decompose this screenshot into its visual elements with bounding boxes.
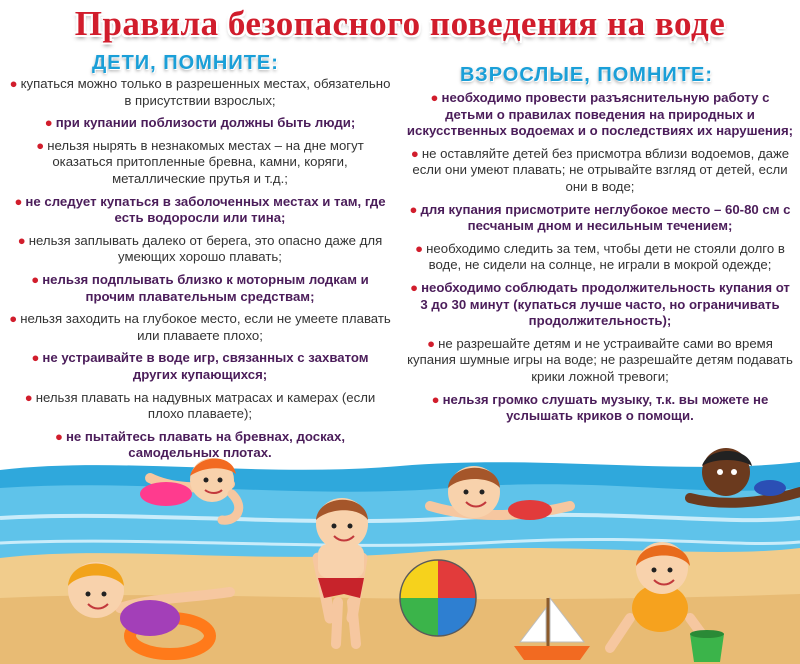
children-rule: [8, 76, 392, 109]
children-rules-list: [8, 76, 392, 468]
rule-text: не разрешайте детям и не устраивайте сами во время купания шумные игры на воде; не разрешайте детям подавать крики ложной тревоги;: [407, 335, 793, 384]
bullet-icon: ●: [36, 137, 45, 153]
bullet-icon: ●: [409, 201, 418, 217]
beach-ball: [400, 560, 476, 636]
bullet-icon: ●: [17, 232, 26, 248]
rule-text: не следует купаться в заболоченных местах и там, где есть водоросли или тина;: [25, 193, 386, 226]
children-rule: [8, 390, 392, 423]
adults-rules-list: [406, 90, 794, 431]
bullet-icon: ●: [430, 90, 439, 105]
rule-text: не оставляйте детей без присмотра вблизи водоемов, даже если они умеют плавать; не отрывайте взгляд от детей, если они в воде;: [412, 145, 790, 194]
children-rule: [8, 115, 392, 132]
rule-text: нельзя громко слушать музыку, т.к. вы можете не услышать криков о помощи.: [442, 391, 769, 424]
bullet-icon: ●: [54, 428, 63, 444]
adults-rule: [406, 202, 794, 235]
adults-rule: [406, 90, 794, 140]
rule-text: необходимо следить за тем, чтобы дети не стояли долго в воде, не сидели на солнце, не играли в мокрой одежде;: [426, 240, 785, 273]
beach-illustration: [0, 448, 800, 664]
bullet-icon: ●: [9, 76, 18, 91]
bullet-icon: ●: [410, 279, 419, 295]
bullet-icon: ●: [410, 145, 419, 161]
adults-rule: [406, 241, 794, 274]
children-rule: [8, 272, 392, 305]
children-heading: ДЕТИ, ПОМНИТЕ:: [92, 52, 279, 74]
rule-text: нельзя плавать на надувных матрасах и камерах (если плохо плаваете);: [35, 389, 376, 422]
rule-text: нельзя подплывать близко к моторным лодкам и прочим плавательным средствам;: [42, 271, 369, 304]
bullet-icon: ●: [14, 193, 23, 209]
children-rule: [8, 311, 392, 344]
poster-title: Правила безопасного поведения на воде: [74, 4, 726, 43]
adults-heading: ВЗРОСЛЫЕ, ПОМНИТЕ:: [460, 64, 713, 86]
bullet-icon: ●: [31, 350, 40, 366]
bullet-icon: ●: [44, 115, 53, 131]
bullet-icon: ●: [431, 391, 440, 407]
rule-text: при купании поблизости должны быть люди;: [55, 115, 356, 131]
adults-rule: [406, 392, 794, 425]
rule-text: необходимо соблюдать продолжительность купания от 3 до 30 минут (купаться лучше часто, но ограничивать продолжительность);: [420, 279, 790, 329]
children-rule: [8, 233, 392, 266]
bullet-icon: ●: [31, 271, 40, 287]
bullet-icon: ●: [427, 335, 436, 351]
rule-text: нельзя заплывать далеко от берега, это опасно даже для умеющих хорошо плавать;: [28, 232, 383, 265]
rule-text: не устраивайте в воде игр, связанных с захватом других купающихся;: [42, 350, 369, 382]
children-rule: [8, 429, 392, 462]
bullet-icon: ●: [415, 240, 424, 256]
children-rule: [8, 350, 392, 383]
children-rule: [8, 194, 392, 227]
rule-text: купаться можно только в разрешенных местах, обязательно в присутствии взрослых;: [20, 76, 391, 108]
rule-text: нельзя нырять в незнакомых местах – на дне могут оказаться притопленные бревна, камни, коряги, металлические прутья и т.д.;: [47, 137, 364, 186]
bullet-icon: ●: [24, 389, 33, 405]
rule-text: для купания присмотрите неглубокое место – 60-80 см с песчаным дном и несильным течением;: [420, 201, 791, 234]
adults-rule: [406, 146, 794, 196]
adults-rule: [406, 280, 794, 330]
bullet-icon: ●: [9, 311, 18, 327]
children-rule: [8, 138, 392, 188]
rule-text: необходимо провести разъяснительную работу с детьми о правилах поведения на природных и искусственных водоемах и о последствиях их нарушения;: [406, 90, 794, 139]
rule-text: не пытайтесь плавать на бревнах, досках, самодельных плотах.: [65, 428, 346, 461]
rule-text: нельзя заходить на глубокое место, если не умеете плавать или плаваете плохо;: [20, 311, 391, 343]
adults-rule: [406, 336, 794, 386]
